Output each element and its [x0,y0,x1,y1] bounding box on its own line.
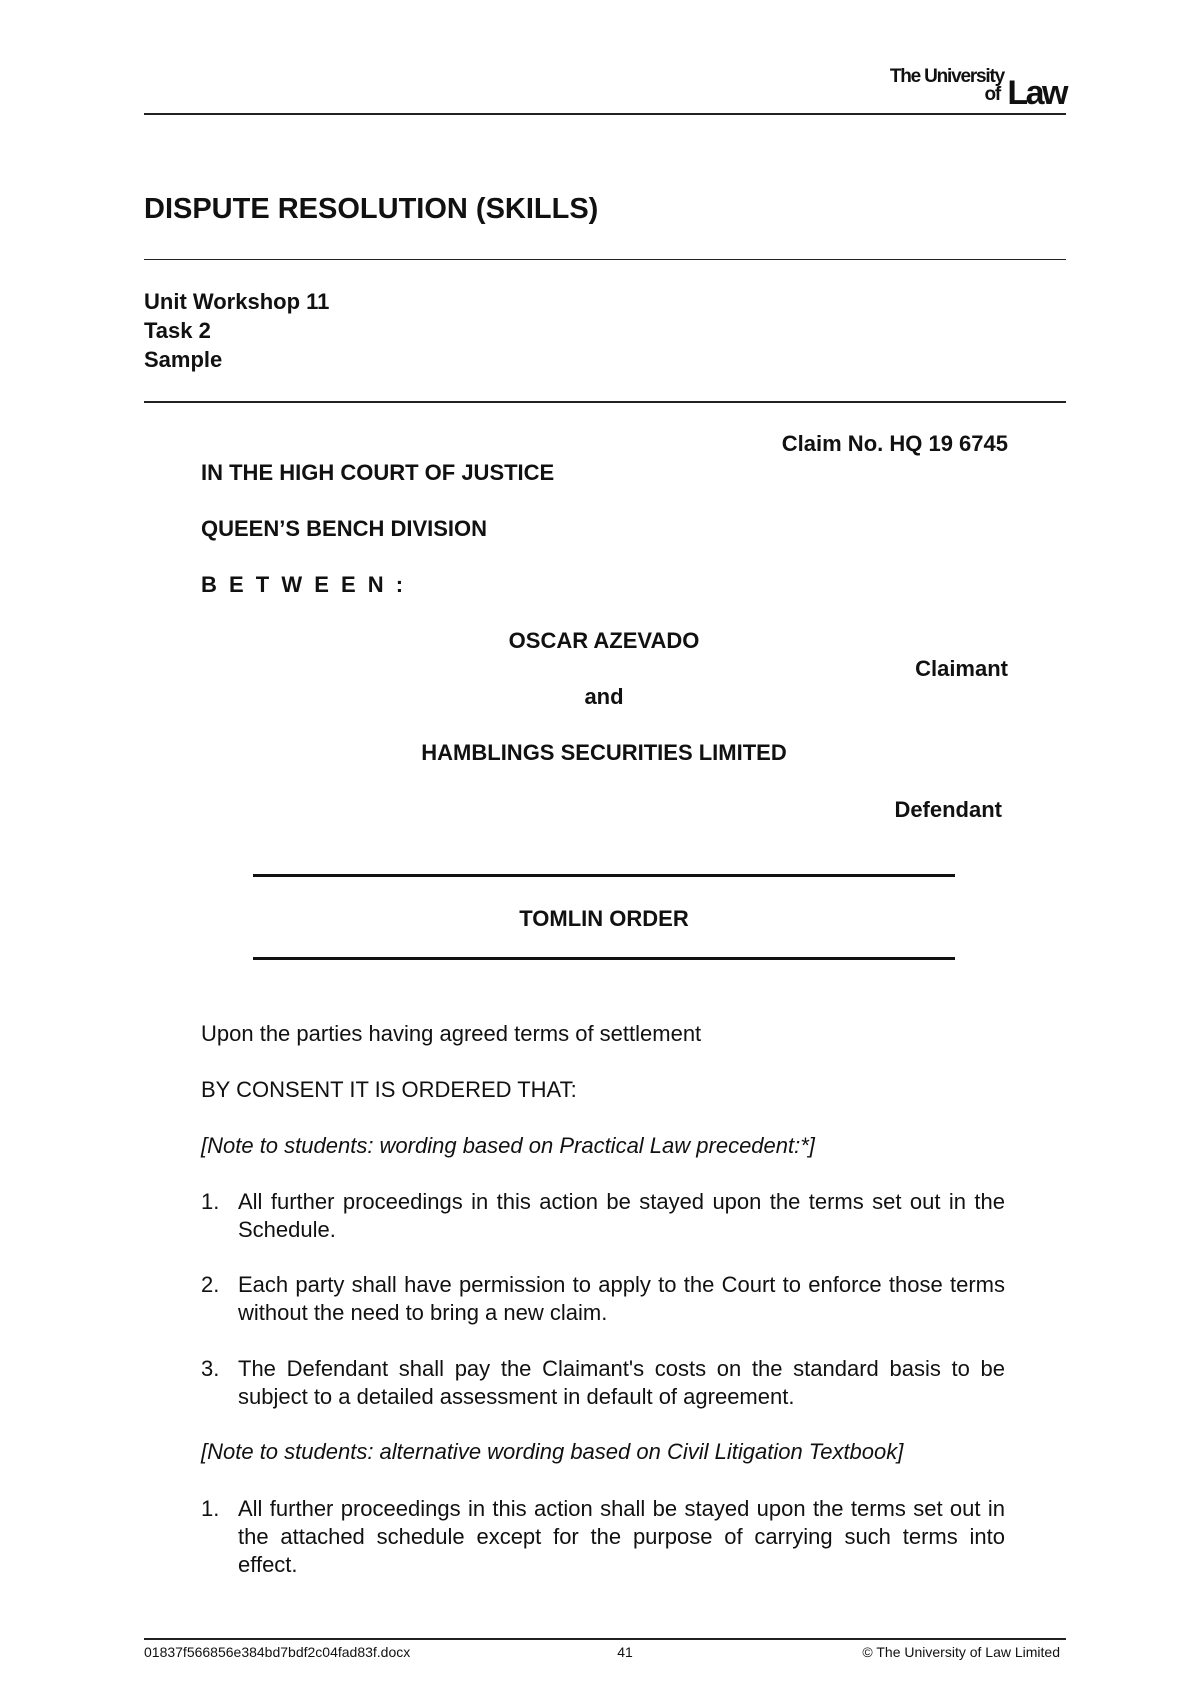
header-rule [144,113,1066,115]
footer-page-number: 41 [617,1644,633,1660]
list-item [201,1495,1005,1579]
court-division: QUEEN’S BENCH DIVISION [201,516,488,541]
note-practical-law: [Note to students: wording based on Practical Law precedent:*] [201,1133,815,1158]
note-civil-litigation: [Note to students: alternative wording based on Civil Litigation Textbook] [201,1439,904,1464]
list-item [201,1355,1005,1411]
order-divider-top [253,874,955,877]
meta-rule [144,401,1066,403]
footer-copyright: © The University of Law Limited [862,1644,1060,1660]
and-label: and [584,684,624,709]
court-name: IN THE HIGH COURT OF JUSTICE [201,460,555,485]
footer-rule [144,1638,1066,1640]
list-item-number: 1. [201,1189,220,1214]
list-item-number: 2. [201,1272,220,1297]
between-label: B E T W E E N : [201,572,407,597]
consent-text: BY CONSENT IT IS ORDERED THAT: [201,1077,577,1102]
claim-number: Claim No. HQ 19 6745 [781,431,1008,456]
defendant-name: HAMBLINGS SECURITIES LIMITED [421,740,787,765]
list-item-number: 1. [201,1496,220,1521]
order-divider-bottom [253,957,955,960]
defendant-role: Defendant [894,797,1002,822]
claimant-name: OSCAR AZEVADO [508,628,700,653]
university-logo [856,64,1066,112]
unit-label: Unit Workshop 11 [144,289,330,314]
document-title: DISPUTE RESOLUTION (SKILLS) [144,193,599,225]
logo-text-line2: of [984,84,1000,105]
footer-filename: 01837f566856e384bd7bdf2c04fad83f.docx [144,1644,411,1660]
logo-text-line3: Law [1007,74,1066,112]
list-item-text: The Defendant shall pay the Claimant's costs on the standard basis to be subject to a detailed assessment in default of agreement. [238,1356,1005,1409]
recital-text: Upon the parties having agreed terms of settlement [201,1021,702,1046]
title-rule [144,259,1066,260]
list-item-text: All further proceedings in this action be stayed upon the terms set out in the Schedule. [238,1189,1005,1242]
list-item-number: 3. [201,1356,220,1381]
list-item-text: All further proceedings in this action shall be stayed upon the terms set out in the attached schedule except for the purpose of carrying such terms into effect. [238,1496,1005,1577]
list-item [201,1188,1005,1244]
list-item-text: Each party shall have permission to apply to the Court to enforce those terms without the need to bring a new claim. [238,1272,1005,1325]
sample-label: Sample [144,347,223,372]
claimant-role: Claimant [915,656,1008,681]
document-meta [144,287,329,374]
logo-text-line1: The University [889,66,1004,87]
order-heading: TOMLIN ORDER [519,906,689,931]
list-item [201,1271,1005,1327]
task-label: Task 2 [144,318,211,343]
